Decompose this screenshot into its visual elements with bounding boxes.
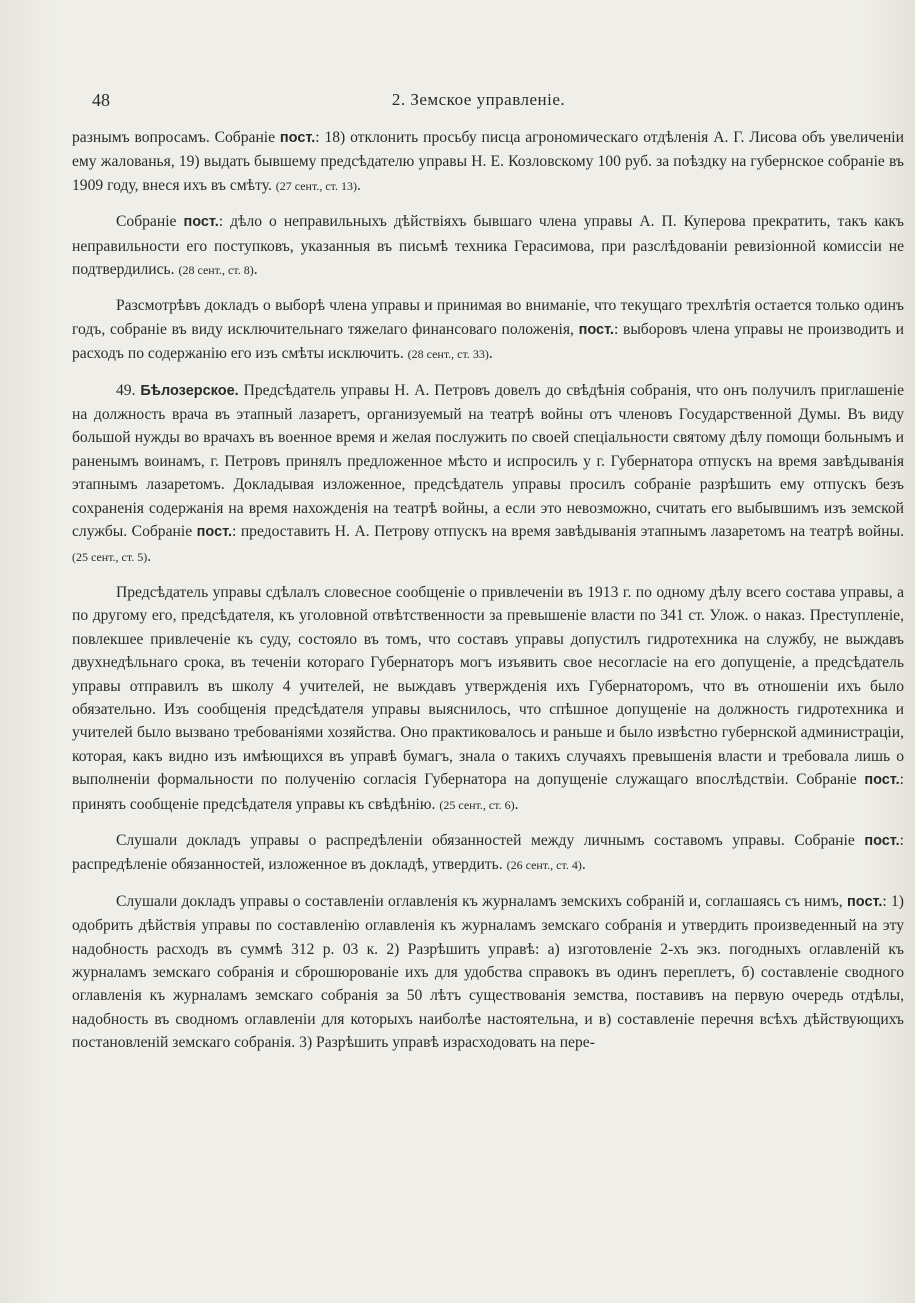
reference: (26 сент., ст. 4): [506, 858, 582, 873]
text-run: Слушали докладъ управы о распредѣленіи обязанностей между личнымъ составомъ управы. Собраніе: [116, 831, 865, 849]
bold-term: Бѣлозерское.: [140, 382, 239, 399]
text-run: разнымъ вопросамъ. Собраніе: [72, 129, 280, 146]
paragraph: [72, 379, 904, 569]
bold-term: пост.: [864, 772, 900, 789]
text-run: : 18) отклонить просьбу писца агрономическаго отдѣленія А. Г. Лисова объ увеличеніи ему жалованья, 19) выдать бывшему предсѣдателю управы Н. Е. Козловскому 100 руб. за поѣздку на губернское собраніе въ 1909 году, внеся ихъ въ смѣту.: [72, 129, 904, 194]
text-run: : распредѣленіе обязанностей, изложенное въ докладѣ, утвердить.: [72, 831, 904, 874]
bold-term: пост.: [578, 321, 614, 338]
reference: (28 сент., ст. 8): [178, 263, 254, 278]
paragraph: [72, 581, 904, 817]
text-run: : предоставить Н. А. Петрову отпускъ на время завѣдыванія этапнымъ лазаретомъ на театрѣ войны.: [231, 523, 904, 541]
text-run: .: [147, 547, 152, 565]
body-text: [72, 126, 904, 1067]
page-header: [92, 90, 865, 114]
text-run: : принять сообщеніе предсѣдателя управы къ свѣдѣнію.: [72, 771, 904, 813]
text-run: Предсѣдатель управы сдѣлалъ словесное сообщеніе о привлеченіи въ 1913 г. по одному дѣлу всего состава управы, а по другому его, предсѣдателя, къ уголовной отвѣтственности за превышеніе власти по 341 ст. Улож. о наказ. Преступленіе, повлекшее привлеченіе къ суду, состояло въ томъ, что составъ управы допустилъ гидротехника на службу, не выждавъ двухнедѣльнаго срока, въ теченіи котораго Губернаторъ могъ изъявить свое несогласіе на его допущеніе, а предсѣдатель управы отправилъ въ школу 4 учителей, не выждавъ утвержденія ихъ Губернаторомъ, что въ отношеніи ихъ было обязательно. Изъ сообщенія предсѣдателя управы выяснилось, что спѣшное допущеніе на должность гидротехника и учителей было вызвано требованіями хозяйства. Оно практиковалось и раньше и было извѣстно губернской администраціи, которая, какъ видно изъ имѣющихся въ управѣ бумагъ, знала о такихъ случаяхъ превышенія власти и требовала лишь о выполненіи формальности по полученію согласія Губернатора на допущеніе служащаго впослѣдствіи. Собраніе: [72, 583, 904, 789]
text-run: .: [253, 261, 258, 279]
paragraph: [72, 294, 904, 366]
text-run: .: [357, 176, 361, 194]
running-title: 2. Земское управленіе.: [391, 90, 566, 109]
reference: (25 сент., ст. 5): [72, 549, 148, 564]
text-run: Предсѣдатель управы Н. А. Петровъ довелъ до свѣдѣнія собранія, что онъ получилъ приглашеніе на должность врача въ этапный лазаретъ, организуемый на театрѣ войны отъ членовъ Государственной Думы. Въ виду большой нужды во врачахъ въ военное время и желая послужить по своей спеціальности святому дѣлу помощи больнымъ и раненымъ воинамъ, г. Петровъ принялъ предложенное мѣсто и испросилъ у г. Губернатора отпускъ на время завѣдыванія этапнымъ лазаретомъ. Докладывая изложенное, предсѣдатель управы просилъ собраніе разрѣшить ему отпускъ безъ сохраненія содержанія на время нахожденія на театрѣ войны, а если это невозможно, считать его выбывшимъ изъ земской службы. Собраніе: [72, 381, 905, 541]
text-run: .: [488, 345, 493, 363]
text-run: : 1) одобрить дѣйствія управы по составленію оглавленія къ журналамъ земскаго собранія и утвердить произведенный на эту надобность расходъ въ суммѣ 312 р. 03 к. 2) Разрѣшить управѣ: а) изготовленіе 2-хъ экз. погодныхъ оглавленій къ журналамъ земскаго собранія и сброшюрованіе ихъ для удобства справокъ въ одинъ переплетъ, б) составленіе сводного оглавленія къ журналамъ земскаго собранія за 50 лѣтъ существованія земства, поставивъ на первую очередь отдѣлы, надобность въ сводномъ оглавленіи для которыхъ наиболѣе настоятельна, и в) составленіе перечня всѣхъ дѣйствующихъ постановленій земскаго собранія. 3) Разрѣшить управѣ израсходовать на пере-: [72, 892, 904, 1052]
reference: (28 сент., ст. 33): [407, 347, 489, 362]
text-run: : дѣло о неправильныхъ дѣйствіяхъ бывшаго члена управы А. П. Куперова прекратить, такъ какъ неправильности его поступковъ, указанныя въ письмѣ техника Герасимова, при разслѣдованіи ревизіонной комиссіи не подтвердились.: [72, 213, 904, 279]
bold-term: пост.: [196, 524, 232, 541]
text-run: .: [581, 856, 586, 874]
bold-term: пост.: [279, 130, 316, 146]
paragraph: [72, 210, 904, 282]
paragraph: [72, 890, 904, 1055]
text-run: Разсмотрѣвъ докладъ о выборѣ члена управы и принимая во вниманіе, что текущаго трехлѣтія остается только одинъ годъ, собраніе въ виду исключительнаго тяжелаго финансоваго положенія,: [72, 297, 904, 338]
text-run: : выборовъ члена управы не производить и расходъ по содержанію его изъ смѣты исключить.: [72, 320, 904, 363]
paragraph: [72, 829, 904, 878]
bold-term: пост.: [183, 214, 219, 231]
bold-term: пост.: [864, 832, 900, 849]
bold-term: пост.: [847, 893, 883, 910]
reference: (27 сент., ст. 13): [275, 178, 357, 193]
text-run: .: [514, 795, 519, 813]
paragraph: [72, 126, 904, 198]
reference: (25 сент., ст. 6): [439, 797, 515, 812]
text-run: Собраніе: [116, 213, 184, 231]
text-run: 49.: [116, 381, 141, 399]
page-number: 48: [92, 90, 110, 110]
text-run: Слушали докладъ управы о составленіи оглавленія къ журналамъ земскихъ собраній и, соглашаясь съ нимъ,: [116, 892, 848, 910]
